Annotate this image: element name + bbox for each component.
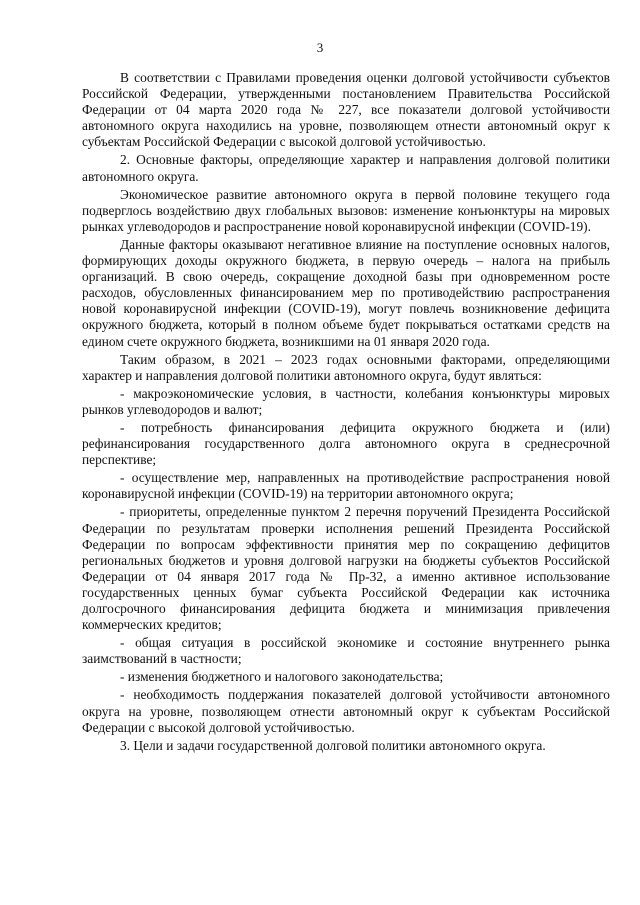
- list-item-general-situation: - общая ситуация в российской экономике и состояние внутреннего рынка заимствований в частности;: [82, 635, 610, 667]
- list-item-sustainability-indicators: - необходимость поддержания показателей долговой устойчивости автономного округа на уровне, позволяющем отнести автономный округ к субъектам Российской Федерации с высокой долговой устойчивостью.: [82, 687, 610, 735]
- paragraph-negative-impact: Данные факторы оказывают негативное влияние на поступление основных налогов, формирующих доходы окружного бюджета, в первую очередь – налога на прибыль организаций. В свою очередь, сокращение доходной базы при одновременном росте расходов, обусловленных финансированием мер по противодействию распространения новой коронавирусной инфекции (COVID-19), могут повлечь возникновение дефицита окружного бюджета, который в полном объеме будет покрываться остатками средств на едином счете окружного бюджета, возникшими на 01 января 2020 года.: [82, 236, 610, 349]
- list-item-financing-need: - потребность финансирования дефицита окружного бюджета и (или) рефинансирования государственного долга автономного округа в среднесрочной перспективе;: [82, 419, 610, 468]
- document-body: [82, 70, 610, 754]
- paragraph-economic-development: Экономическое развитие автономного округа в первой половине текущего года подверглось воздействию двух глобальных вызовов: изменение конъюнктуры на мировых рынках углеводородов и распространение новой коронавирусной инфекции (COVID-19).: [82, 186, 610, 234]
- section-heading-goals: 3. Цели и задачи государственной долговой политики автономного округа.: [120, 737, 546, 753]
- page-number: 3: [316, 40, 324, 55]
- paragraph-main-factors-intro: Таким образом, в 2021 – 2023 годах основными факторами, определяющими характер и направления долговой политики автономного округа, будут являться:: [82, 351, 610, 383]
- list-item-macroeconomic: - макроэкономические условия, в частности, колебания конъюнктуры мировых рынков углеводородов и валют;: [82, 385, 610, 417]
- list-item-legislation-changes: - изменения бюджетного и налогового законодательства;: [120, 669, 444, 685]
- list-item-presidential-priorities: - приоритеты, определенные пунктом 2 перечня поручений Президента Российской Федерации по результатам проверки исполнения решений Президента Российской Федерации по вопросам эффективности принятия мер по сокращению дефицитов региональных бюджетов и уровня долговой нагрузки на бюджеты субъектов Российской Федерации от 04 января 2017 года № Пр-32, а именно активное использование государственных ценных бумаг субъекта Российской Федерации как источника долгосрочного финансирования дефицита бюджета и минимизация привлечения коммерческих кредитов;: [82, 504, 610, 633]
- paragraph-debt-sustainability: В соответствии с Правилами проведения оценки долговой устойчивости субъектов Российской Федерации, утвержденными постановлением Правительства Российской Федерации от 04 марта 2020 года № 227, все показатели долговой устойчивости автономного округа находились на уровне, позволяющем отнести автономный округ к субъектам Российской Федерации с высокой долговой устойчивостью.: [82, 70, 610, 150]
- section-heading-factors: 2. Основные факторы, определяющие характер и направления долговой политики автономного округа.: [82, 152, 610, 184]
- list-item-covid-measures: - осуществление мер, направленных на противодействие распространения новой коронавирусной инфекции (COVID-19) на территории автономного округа;: [82, 470, 610, 502]
